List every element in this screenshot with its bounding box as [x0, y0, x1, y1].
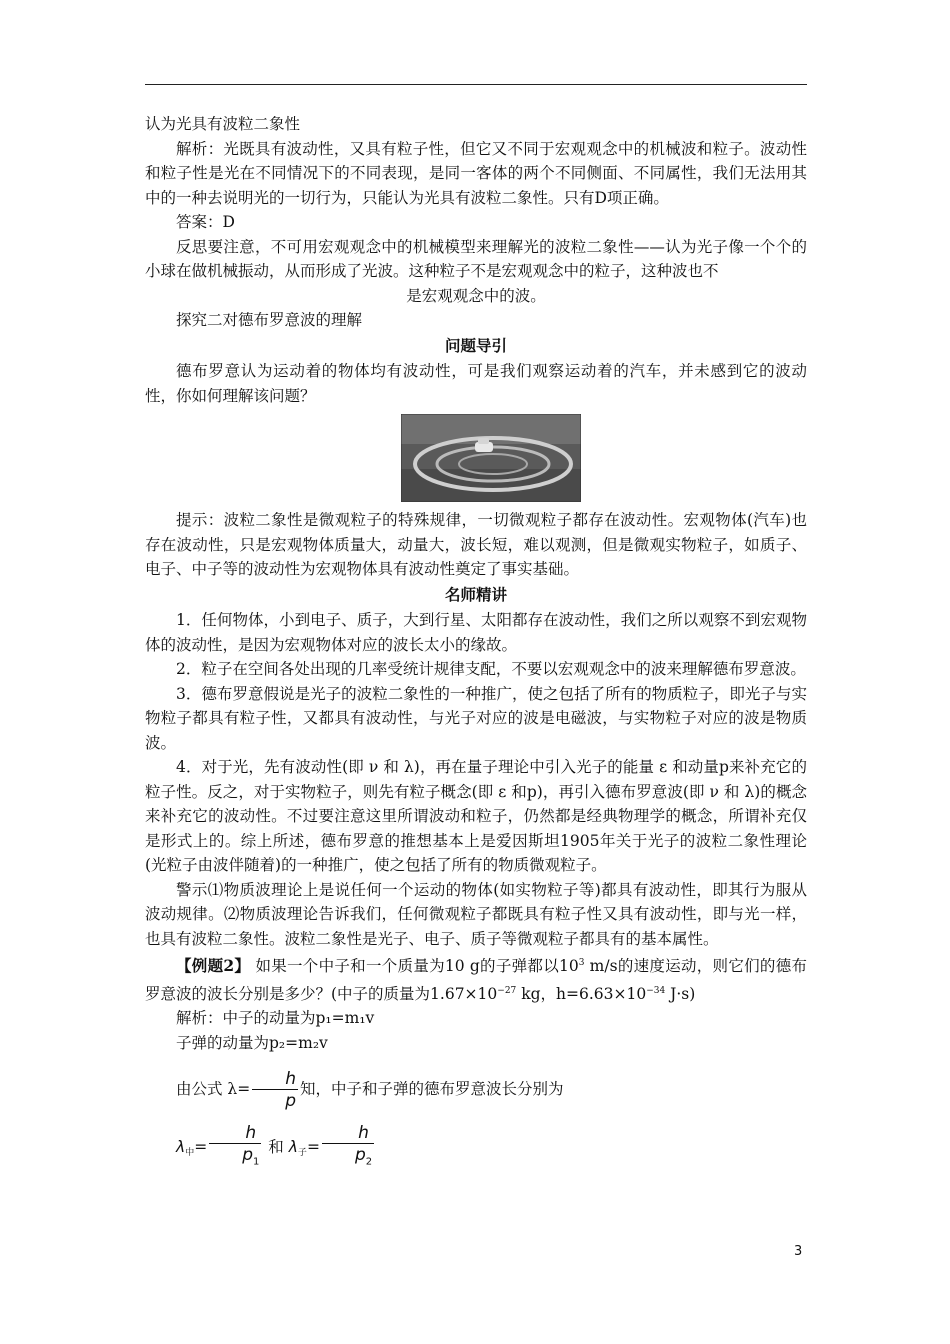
- paragraph-answer: 答案：D: [176, 213, 235, 231]
- paragraph-solution-neutron: 解析：中子的动量为p₁=m₁v: [176, 1009, 375, 1028]
- lambda-bullet: λ: [288, 1138, 298, 1157]
- paragraph-point-4: 4．对于光，先有波动性(即 ν 和 λ)，再在量子理论中引入光子的能量 ε 和动量p来补充它的粒子性。反之，对于实物粒子，则先有粒子概念(即 ε 和p)，再引入德布罗意波(即 ν 和 λ)的概念来补充它的波动性。不过要注意这里所谓波动和粒子，仍然都是经典物理学的概念，所谓补充仅是形式上的。综上所述，德布罗意的推想基本上是爱因斯坦1905年关于光子的波粒二象性理论(光粒子由波伴随着)的一种推广，使之包括了所有的物质微观粒子。: [145, 758, 807, 874]
- paragraph-analysis: 解析：光既具有波动性，又具有粒子性，但它又不同于宏观观念中的机械波和粒子。波动性和粒子性是光在不同情况下的不同表现，是同一客体的两个不同侧面、不同属性，我们无法用其中的一种去说明光的一切行为，只能认为光具有波粒二象性。只有D项正确。: [145, 139, 807, 207]
- fraction-h-over-p2: [322, 1123, 374, 1173]
- lambda-neutron-sub: 中: [185, 1148, 195, 1159]
- paragraph-warning: 警示⑴物质波理论上是说任何一个运动的物体(如实物粒子等)都具有波动性，即其行为服从波动规律。⑵物质波理论告诉我们，任何微观粒子都既具有粒子性又具有波动性，即与光一样，也具有波粒二象性。波粒二象性是光子、电子、质子等微观粒子都具有的基本属性。: [145, 880, 807, 948]
- formula-de-broglie: [145, 1063, 807, 1115]
- example-text-d: J·s): [665, 984, 696, 1003]
- example-exp-1: 3: [578, 958, 585, 968]
- formula-prefix: 由公式 λ=: [176, 1080, 251, 1099]
- paragraph-hint: 提示：波粒二象性是微观粒子的特殊规律，一切微观粒子都存在波动性。宏观物体(汽车)也存在波动性，只是宏观物体质量大，动量大，波长短，难以观测，但是微观实物粒子，如质子、电子、中子等的波动性为宏观物体具有波动性奠定了事实基础。: [145, 511, 807, 578]
- heading-teacher-explain: 名师精讲: [444, 584, 507, 604]
- conjunction-and: 和: [263, 1138, 289, 1157]
- fraction-h-over-p1: [209, 1123, 261, 1173]
- paragraph-reflection-end: 是宏观观念中的波。: [406, 286, 546, 305]
- lambda-bullet-sub: 子: [297, 1148, 307, 1159]
- fraction-numerator: h: [285, 1068, 297, 1089]
- heading-question-guide: 问题导引: [444, 335, 507, 355]
- example-text-c: kg，h=6.63×10: [516, 984, 647, 1003]
- paragraph-question: 德布罗意认为运动着的物体均有波动性，可是我们观察运动着的汽车，并未感到它的波动性，你如何理解该问题？: [145, 362, 807, 405]
- fraction-2-den-p: p: [354, 1145, 366, 1166]
- header-rule: [145, 84, 807, 85]
- fraction-h-over-p: [252, 1069, 298, 1112]
- fraction-1-den-sub: 1: [253, 1156, 260, 1168]
- example-text-b: m/s的速度运动，则它们的德布罗意波的波长分别是多少？(中子的质量为1.67×10: [145, 957, 807, 1003]
- lambda-neutron: λ: [176, 1138, 186, 1157]
- equals-1: =: [194, 1138, 208, 1157]
- car-track-image: [401, 414, 581, 502]
- fraction-1-numerator: h: [245, 1123, 257, 1144]
- fraction-1-denominator: [209, 1143, 261, 1173]
- paragraph-reflection: 反思要注意，不可用宏观观念中的机械模型来理解光的波粒二象性——认为光子像一个个的小球在做机械振动，从而形成了光波。这种粒子不是宏观观念中的粒子，这种波也不: [145, 237, 807, 280]
- paragraph-point-1: 1．任何物体，小到电子、质子，大到行星、太阳都存在波动性，我们之所以观察不到宏观物体的波动性，是因为宏观物体对应的波长太小的缘故。: [145, 611, 807, 654]
- fraction-denominator: p: [252, 1089, 298, 1112]
- page-content: [145, 112, 807, 1181]
- example-text-a: 如果一个中子和一个质量为10 g的子弹都以10: [250, 957, 579, 976]
- paragraph-example-2: [145, 951, 807, 1006]
- paragraph-point-3: 3．德布罗意假说是光子的波粒二象性的一种推广，使之包括了所有的物质粒子，即光子与实物粒子都具有粒子性，又都具有波动性，与光子对应的波是电磁波，与实物粒子对应的波是物质波。: [145, 684, 807, 752]
- fraction-2-den-sub: 2: [365, 1156, 373, 1168]
- fraction-2-numerator: h: [358, 1123, 369, 1144]
- car-track-photo: [401, 414, 581, 502]
- page-number: 3: [794, 1244, 803, 1259]
- paragraph-conclusion: 认为光具有波粒二象性: [145, 115, 301, 133]
- fraction-2-denominator: [322, 1143, 374, 1173]
- example-exp-2: −27: [497, 985, 517, 996]
- formula-suffix: 知，中子和子弹的德布罗意波长分别为: [300, 1080, 564, 1099]
- example-exp-3: −34: [646, 985, 666, 996]
- equals-2: =: [306, 1138, 320, 1157]
- paragraph-point-2: 2．粒子在空间各处出现的几率受统计规律支配，不要以宏观观念中的波来理解德布罗意波。: [176, 660, 806, 678]
- section-title-explore-2: 探究二对德布罗意波的理解: [176, 311, 363, 329]
- paragraph-solution-bullet: 子弹的动量为p₂=m₂v: [176, 1033, 328, 1052]
- fraction-1-den-p: p: [242, 1145, 253, 1166]
- formula-wavelengths: [145, 1119, 807, 1181]
- example-label: 【例题2】: [176, 956, 251, 976]
